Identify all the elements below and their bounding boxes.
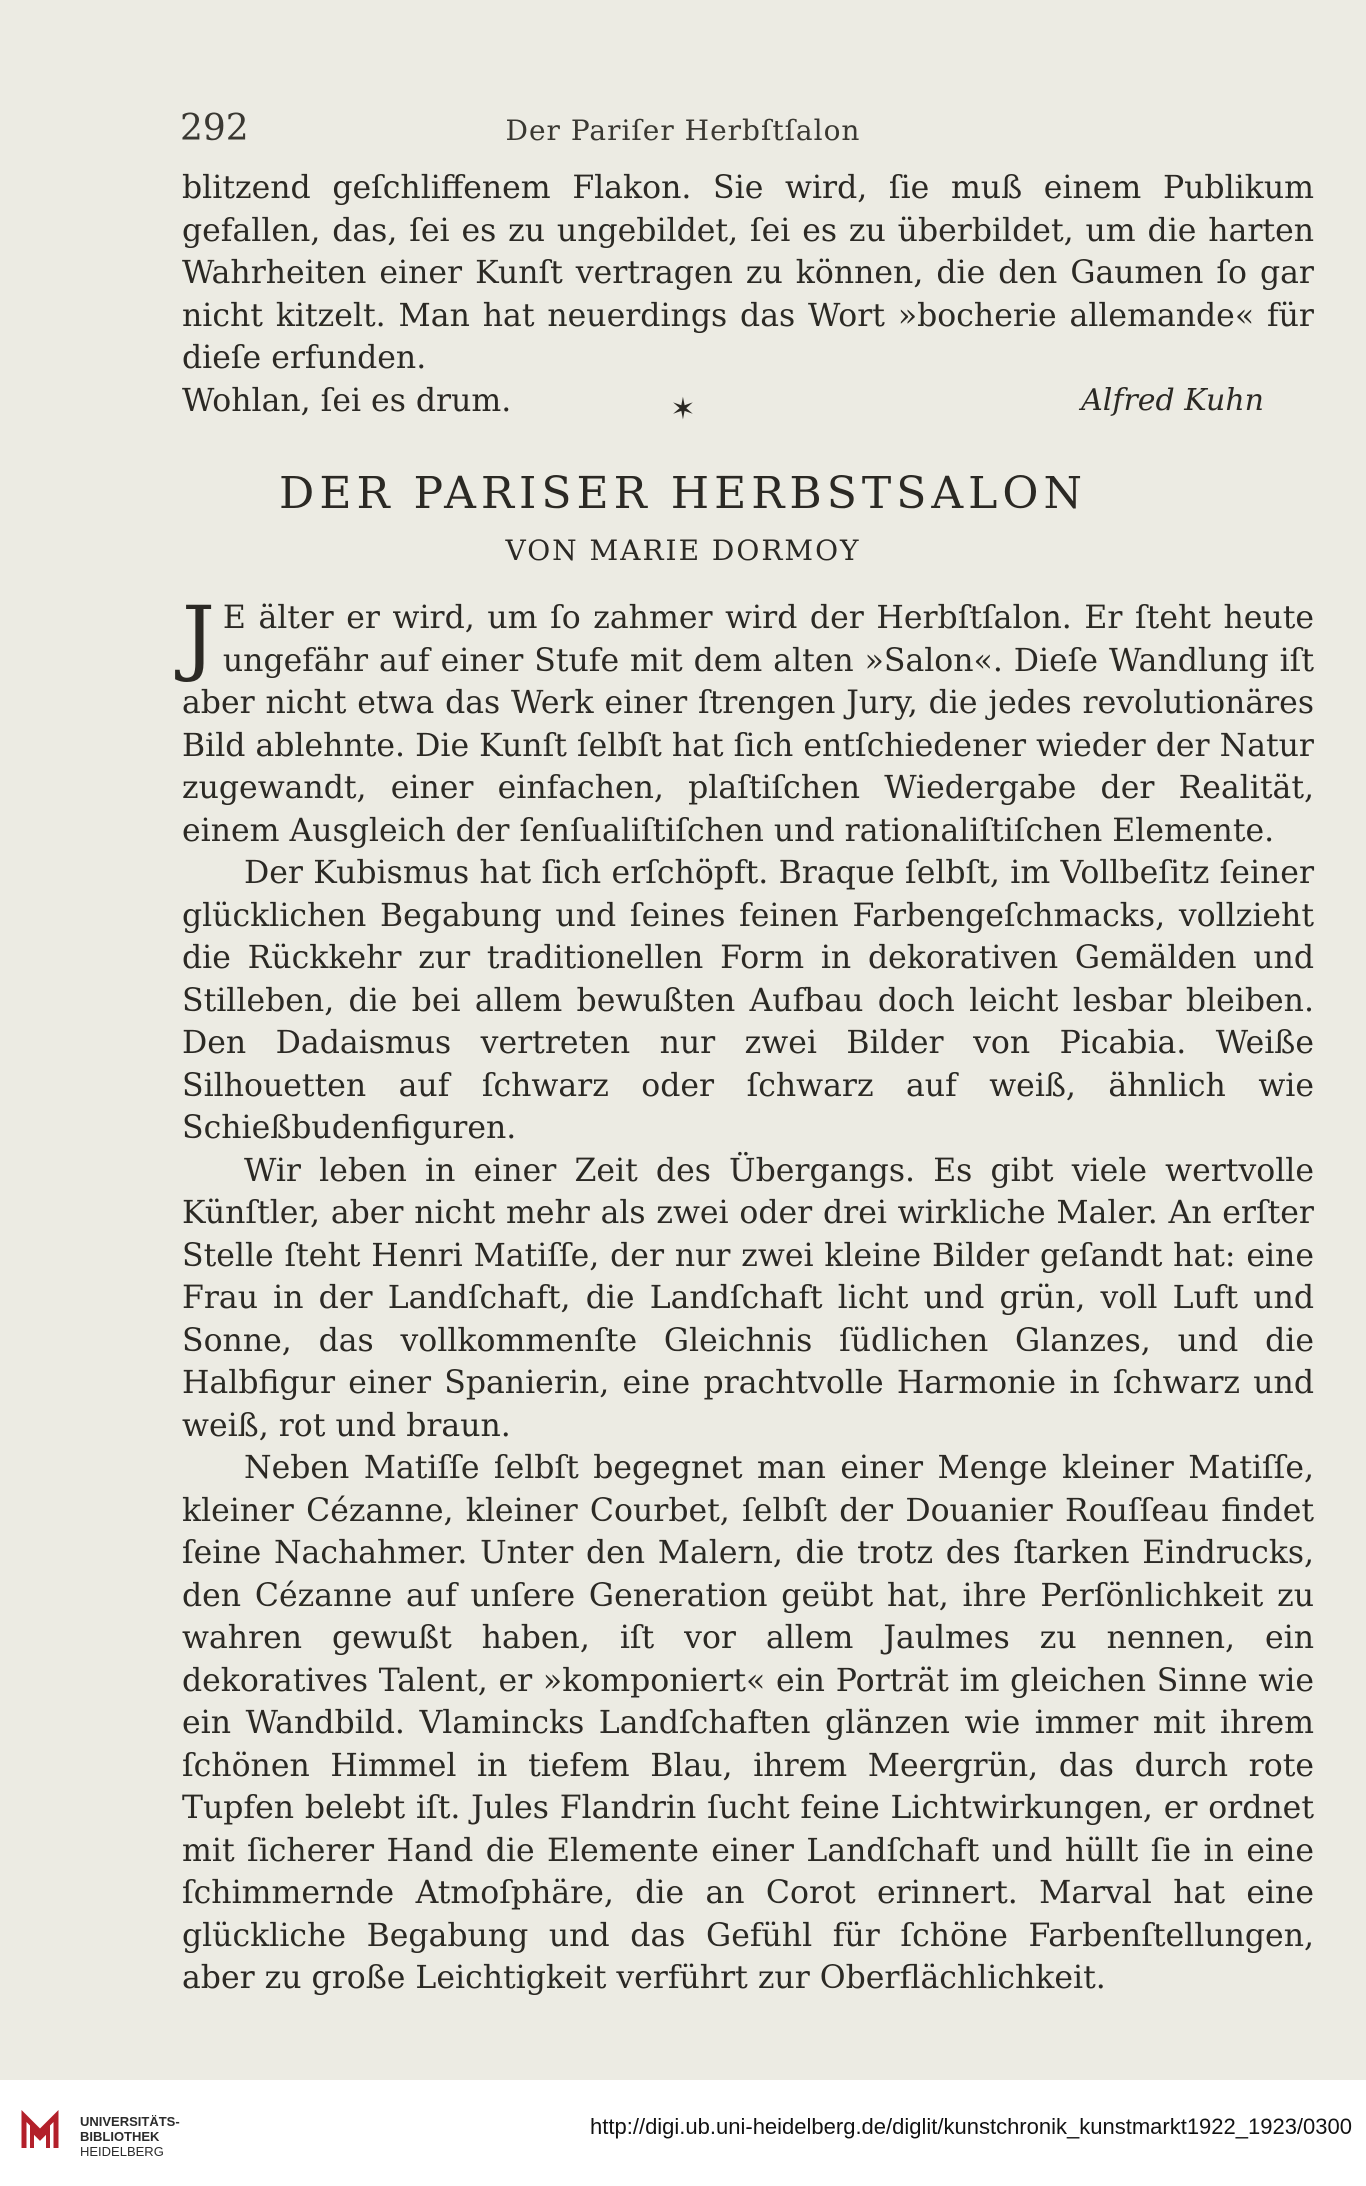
paragraph-1 xyxy=(182,590,1314,852)
previous-article-ending xyxy=(182,167,1314,422)
running-title: Der Pariſer Herbſtſalon xyxy=(505,114,861,147)
page-number: 292 xyxy=(180,108,249,149)
paragraph-3: Wir leben in einer Zeit des Übergangs. Es gibt viele wertvolle Künſtler, aber nicht mehr als zwei oder drei wirkliche Maler. An erſter Stelle ſteht Henri Matiſſe, der nur zwei kleine Bilder geſandt hat: eine Frau in der Landſchaft, die Landſchaft licht und grün, voll Luft und Sonne, das vollkommenſte Gleichnis ſüdlichen Glanzes, und die Halbfigur einer Spanierin, eine prachtvolle Harmonie in ſchwarz und weiß, rot und braun. xyxy=(182,1152,1314,1444)
paragraph-4: Neben Matiſſe ſelbſt begegnet man einer Menge kleiner Matiſſe, kleiner Cézanne, kleiner Courbet, ſelbſt der Douanier Rouſſeau findet ſeine Nachahmer. Unter den Malern, die trotz des ſtarken Eindrucks, den Cézanne auf unſere Generation geübt hat, ihre Perſönlichkeit zu wahren gewußt haben, iſt vor allem Jaulmes zu nennen, ein dekoratives Talent, er »komponiert« ein Porträt im gleichen Sinne wie ein Wandbild. Vlamincks Landſchaften glänzen wie immer mit ihrem ſchönen Himmel in tiefem Blau, ihrem Meergrün, das durch rote Tupfen belebt iſt. Jules Flandrin ſucht feine Lichtwirkungen, er ordnet mit ſicherer Hand die Elemente einer Landſchaft und hüllt ſie in eine ſchimmernde Atmoſphäre, die an Corot erinnert. Marval hat eine glückliche Begabung und das Gefühl für ſchöne Farbenſtellungen, aber zu große Leichtigkeit verführt zur Oberflächlichkeit. xyxy=(182,1450,1314,1996)
paragraph-1-text: E älter er wird, um ſo zahmer wird der Herbſtſalon. Er ſteht heute ungefähr auf einer Stufe mit dem alten »Salon«. Dieſe Wandlung iſt aber nicht etwa das Werk einer ſtrengen Jury, die jedes revolutionäres Bild ablehnte. Die Kunſt ſelbſt hat ſich entſchiedener wieder der Natur zugewandt, einer einfachen, plaſtiſchen Wiedergabe der Realität, einem Ausgleich der ſenſualiſtiſchen und rationaliſtiſchen Elemente. xyxy=(182,600,1314,849)
source-url[interactable]: http://digi.ub.uni-heidelberg.de/diglit/kunstchronik_kunstmarkt1922_1923/0300 xyxy=(590,2114,1352,2139)
library-name xyxy=(80,2114,180,2159)
library-logo-icon xyxy=(18,2108,62,2152)
star-separator-icon: ✶ xyxy=(670,392,696,427)
library-name-line-2: BIBLIOTHEK xyxy=(80,2129,160,2144)
article-title: DER PARISER HERBSTSALON xyxy=(279,468,1087,519)
article-body xyxy=(182,590,1314,2000)
drop-cap: J xyxy=(182,590,215,685)
library-name-line-1: UNIVERSITÄTS- xyxy=(80,2114,180,2129)
author-signature: Alfred Kuhn xyxy=(1081,382,1264,418)
intro-last-line: Wohlan, ſei es drum. xyxy=(182,382,512,419)
library-name-line-3: HEIDELBERG xyxy=(80,2144,164,2159)
article-author: VON MARIE DORMOY xyxy=(505,534,861,567)
paragraph-2: Der Kubismus hat ſich erſchöpft. Braque ſelbſt, im Vollbeſitz ſeiner glücklichen Begabung und ſeines feinen Farbengeſchmacks, vollzieht die Rückkehr zur traditionellen Form in dekorativen Gemälden und Stilleben, die bei allem bewußten Aufbau doch leicht lesbar bleiben. Den Dadaismus vertreten nur zwei Bilder von Picabia. Weiße Silhouetten auf ſchwarz oder ſchwarz auf weiß, ähnlich wie Schießbudenfiguren. xyxy=(182,855,1314,1146)
intro-paragraph: blitzend geſchliffenem Flakon. Sie wird, ſie muß einem Publikum gefallen, das, ſei es zu ungebildet, ſei es zu überbildet, um die harten Wahrheiten einer Kunſt vertragen zu können, die den Gaumen ſo gar nicht kitzelt. Man hat neuerdings das Wort »bocherie allemande« für dieſe erfunden. xyxy=(182,170,1314,376)
